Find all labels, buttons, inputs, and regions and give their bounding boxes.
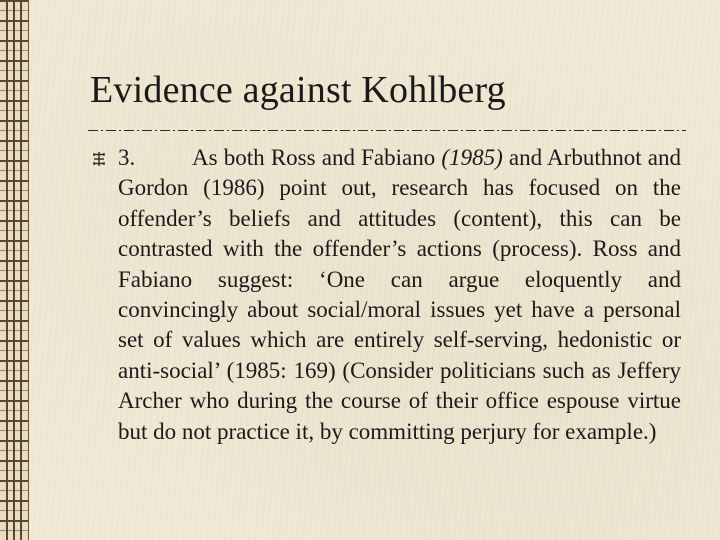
slide-title: Evidence against Kohlberg xyxy=(90,69,506,111)
bullet-paragraph xyxy=(118,143,681,447)
title-divider xyxy=(88,130,686,131)
ornamental-cross-icon xyxy=(92,152,106,166)
ornamental-border-strip xyxy=(0,0,29,540)
bullet-number: 3. xyxy=(118,145,136,170)
paragraph-text-b: and Arbuthnot and Gordon (1986) point out, research has focused on the offender’s beliefs and attitudes (content), this can be contrasted with the offender’s actions (process). Ross and Fabiano suggest: ‘One can argue eloquently and convincingly about social/moral issues yet have a personal set of values which are entirely self-serving, hedonistic or anti-social’ (1985: 169) (Consider politicians such as Jeffery Archer who during the course of their office espouse virtue but do not practice it, by committing perjury for example.) xyxy=(118,145,681,444)
paragraph-year-italic: (1985) xyxy=(441,145,503,170)
paragraph-text-a: As both Ross and Fabiano xyxy=(192,145,442,170)
